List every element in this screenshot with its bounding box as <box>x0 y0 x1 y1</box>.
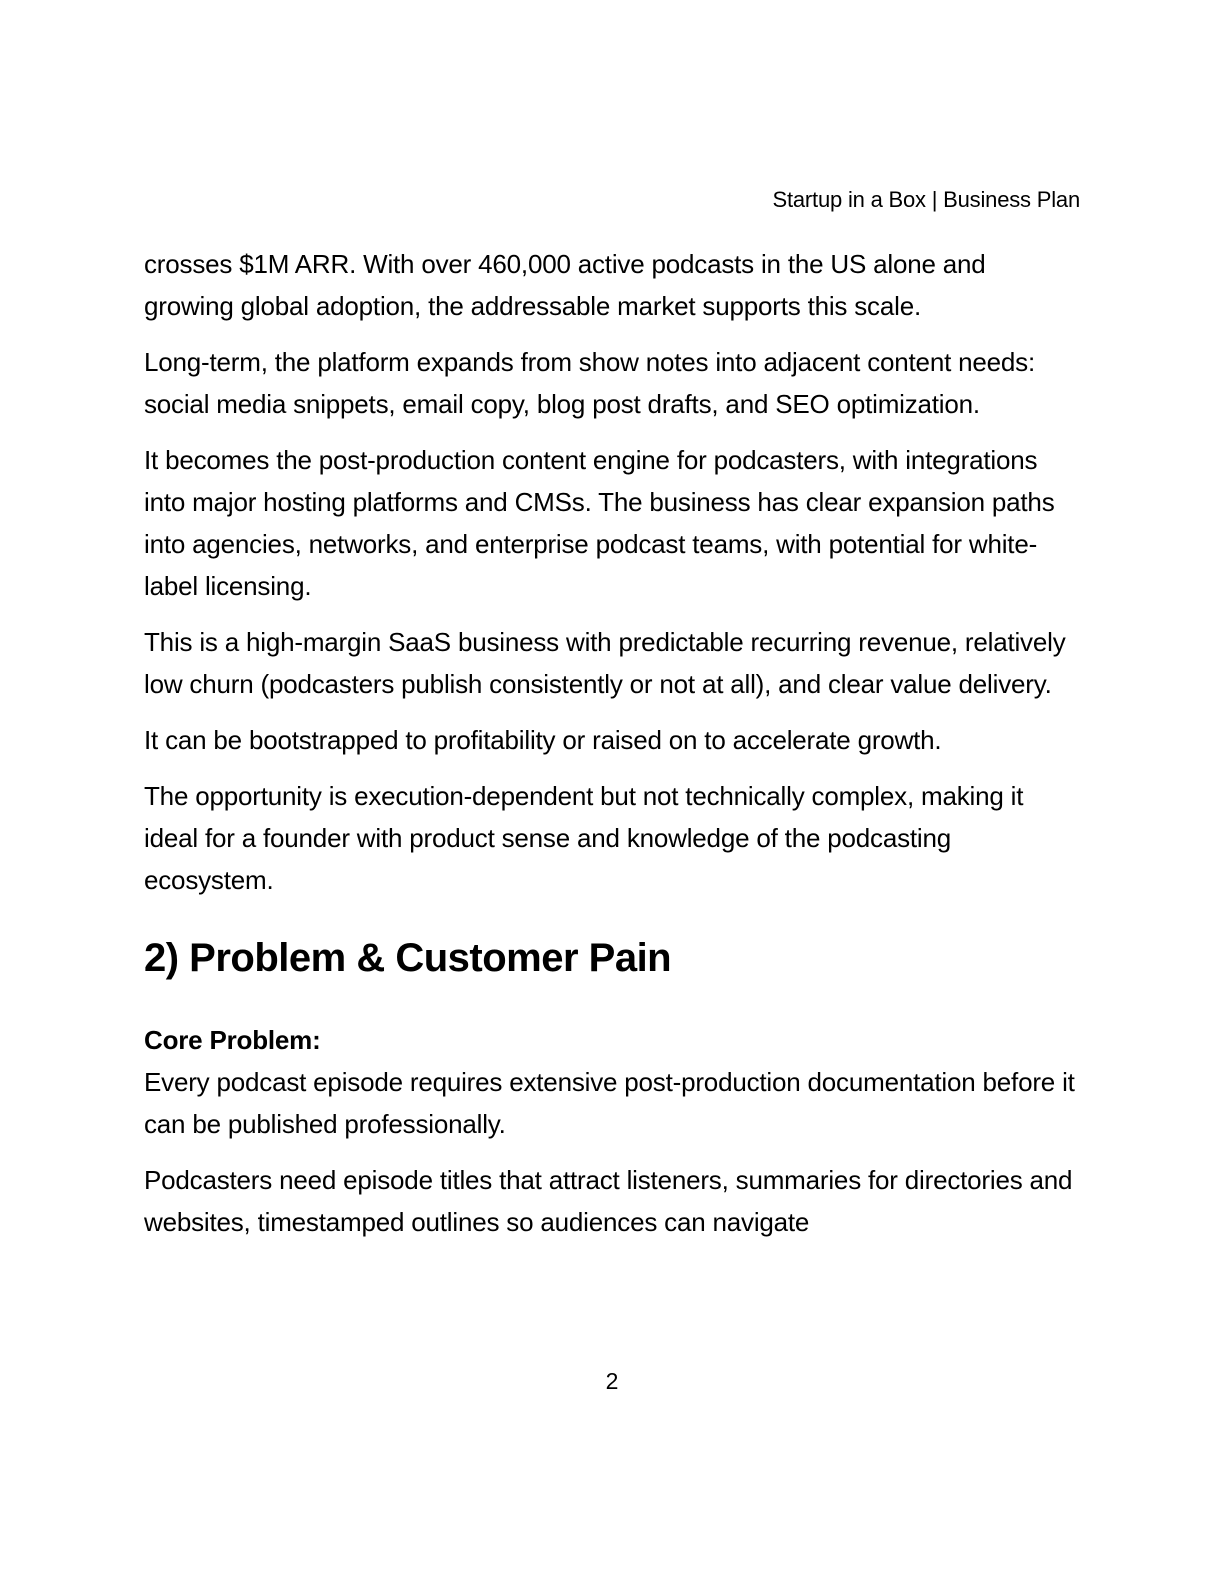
section-heading: 2) Problem & Customer Pain <box>144 936 672 980</box>
core-problem-paragraph <box>144 1019 1080 1145</box>
body-paragraph: The opportunity is execution-dependent but not technically complex, making it ideal for a founder with product sense and knowledge of the podcasting ecosystem. <box>144 781 1024 895</box>
body-paragraph: It becomes the post-production content engine for podcasters, with integrations into major hosting platforms and CMSs. The business has clear expansion paths into agencies, networks, and enterprise podcast teams, with potential for white-label licensing. <box>144 445 1055 601</box>
body-paragraph: It can be bootstrapped to profitability or raised on to accelerate growth. <box>144 725 942 755</box>
body-paragraph: This is a high-margin SaaS business with predictable recurring revenue, relatively low churn (podcasters publish consistently or not at all), and clear value delivery. <box>144 627 1066 699</box>
core-problem-label: Core Problem: <box>144 1025 321 1055</box>
page-header-title: Startup in a Box | Business Plan <box>772 187 1080 212</box>
body-paragraph: Long-term, the platform expands from show notes into adjacent content needs: social media snippets, email copy, blog post drafts, and SEO optimization. <box>144 347 1035 419</box>
core-problem-text: Every podcast episode requires extensive post-production documentation before it can be published professionally. <box>144 1067 1075 1139</box>
body-paragraph: Podcasters need episode titles that attract listeners, summaries for directories and websites, timestamped outlines so audiences can navigate <box>144 1165 1073 1237</box>
page-number: 2 <box>605 1368 619 1394</box>
body-paragraph: crosses $1M ARR. With over 460,000 active podcasts in the US alone and growing global adoption, the addressable market supports this scale. <box>144 249 986 321</box>
